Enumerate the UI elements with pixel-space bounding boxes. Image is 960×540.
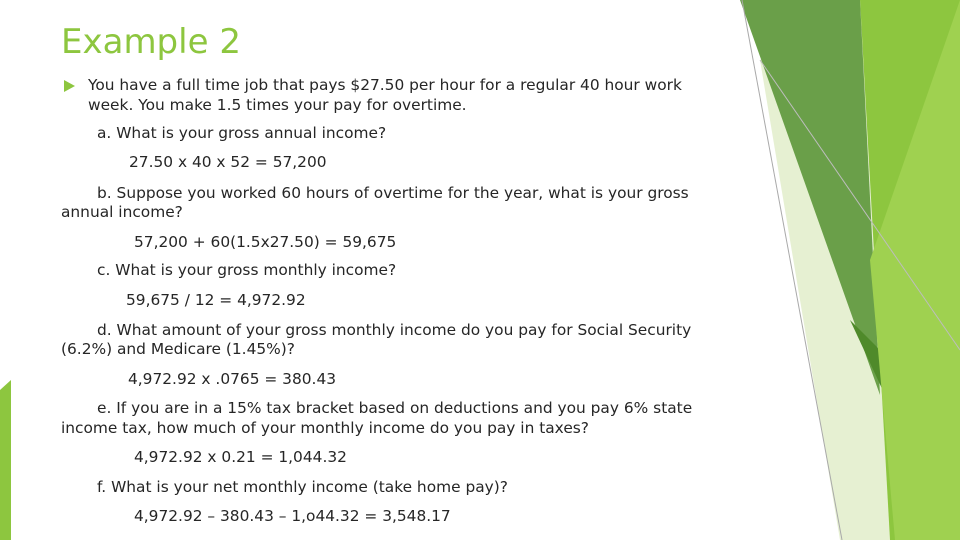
question-d-line-2: (6.2%) and Medicare (1.45%)? [61, 340, 295, 358]
question-b-line-2: annual income? [61, 203, 183, 221]
slide-title: Example 2 [61, 22, 241, 62]
answer-c: 59,675 / 12 = 4,972.92 [126, 291, 306, 309]
answer-e: 4,972.92 x 0.21 = 1,044.32 [134, 448, 347, 466]
question-c: c. What is your gross monthly income? [97, 261, 397, 279]
answer-a: 27.50 x 40 x 52 = 57,200 [129, 153, 327, 171]
question-f: f. What is your net monthly income (take home pay)? [97, 478, 508, 496]
answer-d: 4,972.92 x .0765 = 380.43 [128, 370, 337, 388]
question-e-line-2: income tax, how much of your monthly income do you pay in taxes? [61, 419, 589, 437]
question-b-line-1: b. Suppose you worked 60 hours of overtime for the year, what is your gross [97, 184, 689, 202]
answer-b: 57,200 + 60(1.5x27.50) = 59,675 [134, 233, 397, 251]
triangle-right-icon [64, 80, 75, 92]
intro-line-1: You have a full time job that pays $27.50 per hour for a regular 40 hour work [88, 76, 682, 94]
question-d-line-1: d. What amount of your gross monthly income do you pay for Social Security [97, 321, 692, 339]
answer-f: 4,972.92 – 380.43 – 1,o44.32 = 3,548.17 [134, 507, 451, 525]
left-accent-bar [0, 380, 11, 540]
intro-line-2: week. You make 1.5 times your pay for overtime. [88, 96, 467, 114]
question-e-line-1: e. If you are in a 15% tax bracket based on deductions and you pay 6% state [97, 399, 693, 417]
question-a: a. What is your gross annual income? [97, 124, 387, 142]
